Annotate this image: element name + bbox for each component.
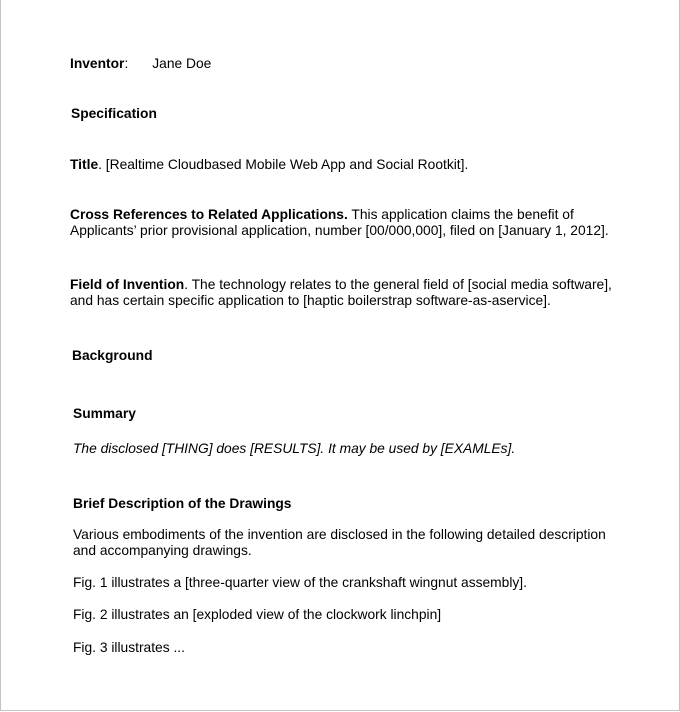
cross-ref-line-2: Applicants’ prior provisional application, number [00/000,000], filed on [January 1, 2012]. — [70, 223, 609, 238]
field-text-1: . The technology relates to the general field of [social media software], — [184, 277, 612, 292]
summary-heading: Summary — [73, 406, 136, 421]
title-label: Title — [70, 157, 99, 172]
inventor-label: Inventor — [70, 56, 125, 71]
figure-3-description: Fig. 3 illustrates ... — [73, 640, 185, 655]
background-heading: Background — [72, 348, 153, 363]
cross-ref-line-1 — [70, 206, 574, 223]
drawings-heading: Brief Description of the Drawings — [73, 496, 292, 511]
title-text: . [Realtime Cloudbased Mobile Web App and Social Rootkit]. — [98, 157, 469, 172]
inventor-line — [70, 55, 211, 72]
specification-heading: Specification — [71, 106, 157, 121]
drawings-intro-line-1: Various embodiments of the invention are disclosed in the following detailed description — [73, 527, 606, 542]
drawings-intro-line-2: and accompanying drawings. — [73, 543, 252, 558]
field-line-2: and has certain specific application to [haptic boilerstrap software-as-aservice]. — [70, 293, 551, 308]
cross-ref-text-1: This application claims the benefit of — [347, 207, 574, 222]
inventor-colon: : — [124, 56, 129, 71]
field-label: Field of Invention — [70, 277, 185, 292]
figure-2-description: Fig. 2 illustrates an [exploded view of the clockwork linchpin] — [73, 607, 442, 622]
summary-text: The disclosed [THING] does [RESULTS]. It may be used by [EXAMLEs]. — [73, 441, 516, 456]
figure-1-description: Fig. 1 illustrates a [three-quarter view of the crankshaft wingnut assembly]. — [73, 575, 527, 590]
title-paragraph — [70, 156, 468, 173]
inventor-name: Jane Doe — [152, 56, 212, 71]
field-line-1 — [70, 276, 612, 293]
cross-ref-label: Cross References to Related Applications. — [70, 207, 348, 222]
